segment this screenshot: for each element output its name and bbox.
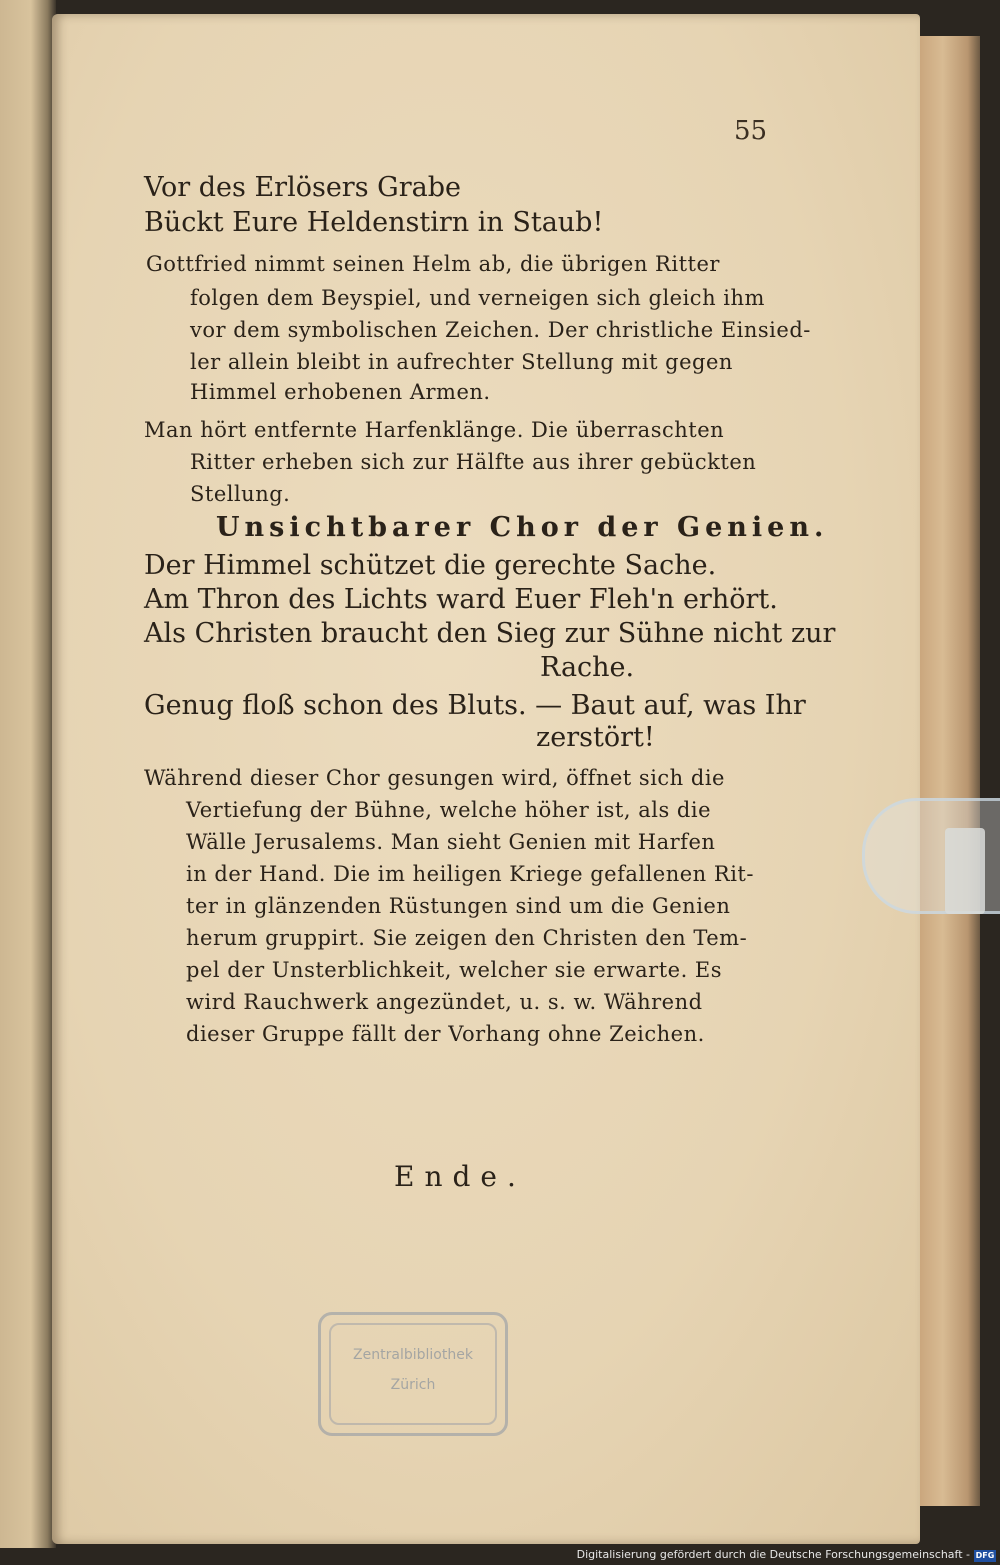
text-line: Man hört entfernte Harfenklänge. Die überraschten <box>144 418 725 442</box>
text-line: zerstört! <box>536 722 655 753</box>
stamp-text: Zentralbibliothek <box>353 1347 473 1363</box>
text-line: in der Hand. Die im heiligen Kriege gefallenen Rit- <box>186 862 754 886</box>
text-line: Himmel erhobenen Armen. <box>190 380 491 404</box>
stamp-text: Zürich <box>390 1377 436 1393</box>
text-line: Als Christen braucht den Sieg zur Sühne nicht zur <box>144 618 836 649</box>
text-line: dieser Gruppe fällt der Vorhang ohne Zeichen. <box>186 1022 705 1046</box>
chorus-heading: Unsichtbarer Chor der Genien. <box>216 512 829 543</box>
previous-page-edge <box>0 0 56 1548</box>
bookmark-tab <box>945 828 985 914</box>
text-line: wird Rauchwerk angezündet, u. s. w. Während <box>186 990 703 1014</box>
text-line: Ritter erheben sich zur Hälfte aus ihrer gebückten <box>190 450 757 474</box>
page-stack-edge <box>918 36 980 1506</box>
text-line: Während dieser Chor gesungen wird, öffnet sich die <box>144 766 725 790</box>
library-stamp <box>318 1312 508 1436</box>
text-line: Gottfried nimmt seinen Helm ab, die übrigen Ritter <box>146 252 720 276</box>
text-line: Genug floß schon des Bluts. — Baut auf, was Ihr <box>144 690 806 721</box>
dfg-logo: DFG <box>975 1551 995 1560</box>
text-line: pel der Unsterblichkeit, welcher sie erwarte. Es <box>186 958 723 982</box>
text-line: Vor des Erlösers Grabe <box>144 172 461 203</box>
text-line: herum gruppirt. Sie zeigen den Christen den Tem- <box>186 926 748 950</box>
digitization-credit: Digitalisierung gefördert durch die Deutsche Forschungsgemeinschaft - <box>576 1548 970 1561</box>
text-line: Am Thron des Lichts ward Euer Fleh'n erhört. <box>144 584 778 615</box>
text-line: ter in glänzenden Rüstungen sind um die Genien <box>186 894 731 918</box>
text-line: Vertiefung der Bühne, welche höher ist, als die <box>186 798 711 822</box>
text-line: Der Himmel schützet die gerechte Sache. <box>144 550 717 581</box>
text-line: Bückt Eure Heldenstirn in Staub! <box>144 207 604 238</box>
text-line: Rache. <box>540 652 635 683</box>
ende-label: Ende. <box>394 1160 526 1193</box>
text-line: Stellung. <box>190 482 291 506</box>
text-line: vor dem symbolischen Zeichen. Der christliche Einsied- <box>190 318 811 342</box>
text-line: folgen dem Beyspiel, und verneigen sich gleich ihm <box>190 286 765 310</box>
text-line: Wälle Jerusalems. Man sieht Genien mit Harfen <box>186 830 716 854</box>
text-line: ler allein bleibt in aufrechter Stellung mit gegen <box>190 350 733 374</box>
page-number: 55 <box>734 116 768 146</box>
stamp-inner-border <box>329 1323 497 1425</box>
